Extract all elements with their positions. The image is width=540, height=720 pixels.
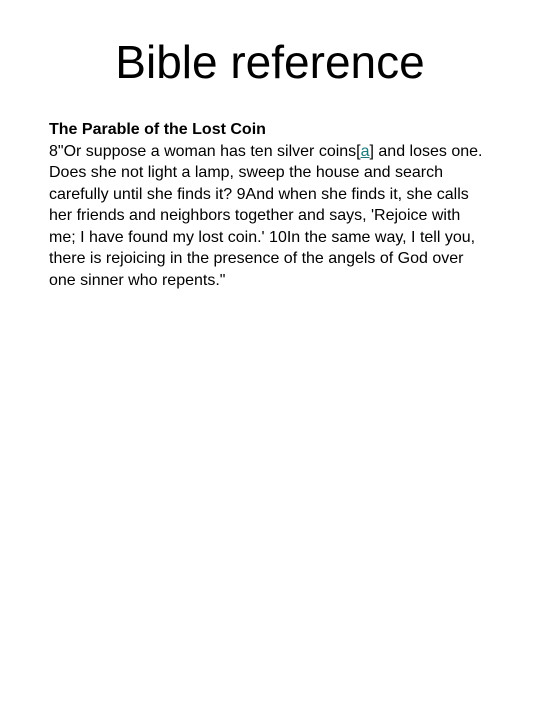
verse-9: 9And when she finds it, she calls her friends and neighbors together and says, 'Rejoice with me; I have found my lost coin.' — [49, 185, 469, 246]
verse-8-start: 8"Or suppose a woman has ten silver coins[ — [49, 142, 361, 160]
section-heading: The Parable of the Lost Coin — [49, 121, 266, 138]
passage-text — [49, 141, 489, 292]
verse-10: 10In the same way, I tell you, there is rejoicing in the presence of the angels of God over one sinner who repents." — [49, 228, 476, 289]
slide-title: Bible reference — [115, 36, 425, 88]
footnote-link[interactable]: a — [360, 142, 370, 160]
verse-8-end: ] and loses one. Does she not light a lamp, sweep the house and search carefully until she finds it? — [49, 142, 483, 203]
scripture-passage — [49, 119, 489, 291]
